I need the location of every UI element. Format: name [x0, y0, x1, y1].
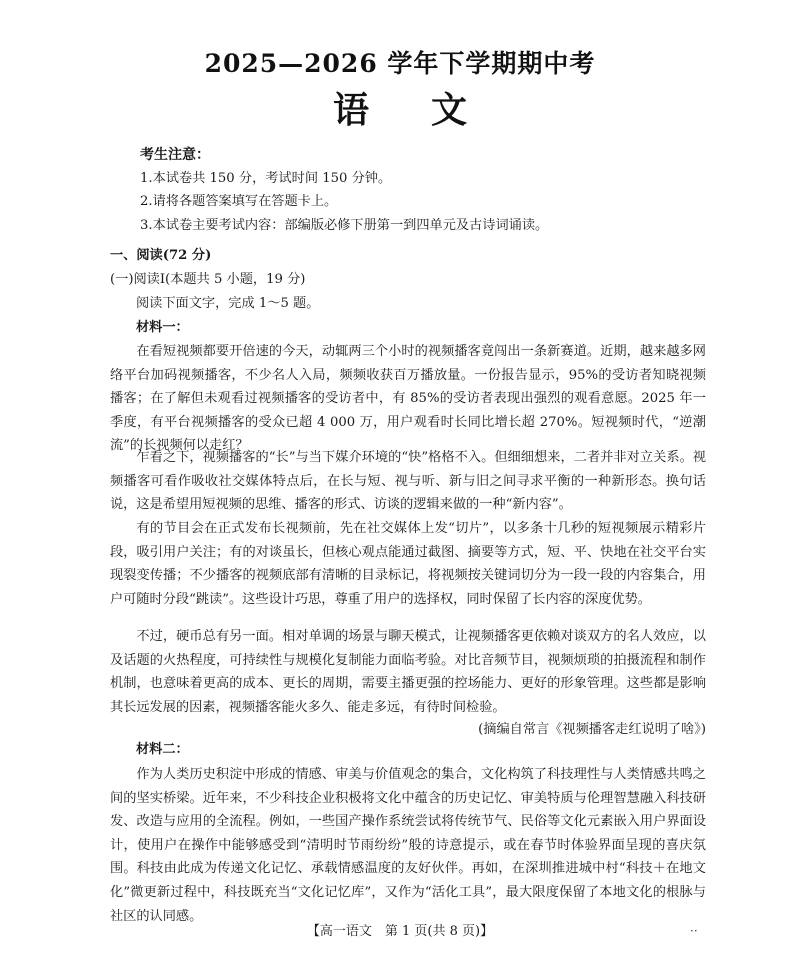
material-1-paragraph: 在看短视频都要开倍速的今天，动辄两三个小时的视频播客竟闯出一条新赛道。近期，越来越多网络平台加码视频播客，不少名人入局，频频收获百万播放量。一份报告显示，95%的受访者知晓视频播客；在了解但未观看过视频播客的受访者中，有 85%的受访者表现出强烈的观看意愿。2025 年一季度，有平台视频播客的受众已超 4 000 万，用户观看时长同比增长超 270%。短视频时代，“逆潮流”的长视频何以走红？ — [110, 344, 706, 454]
reading-instruction: 阅读下面文字，完成 1～5 题。 — [136, 296, 320, 311]
exam-title: 2025—2026 学年下学期期中考 — [204, 49, 596, 78]
notice-heading: 考生注意： — [140, 147, 210, 163]
material-1-paragraph: 有的节目会在正式发布长视频前，先在社交媒体上发“切片”，以多条十几秒的短视频展示精彩片段，吸引用户关注；有的对谈虽长，但核心观点能通过截图、摘要等方式，短、平、快地在社交平台实现裂变传播；不少播客的视频底部有清晰的目录标记，将视频按关键词切分为一段一段的内容集合，用户可随时分段“跳读”。这些设计巧思，尊重了用户的选择权，同时保留了长内容的深度优势。 — [110, 521, 706, 607]
material-2-label: 材料二： — [136, 742, 189, 757]
notice-item: 1.本试卷共 150 分，考试时间 150 分钟。 — [140, 171, 392, 187]
material-1-label: 材料一： — [136, 320, 189, 335]
footer-mark: ·· — [690, 924, 698, 938]
material-1-paragraph: 乍看之下，视频播客的“长”与当下媒介环境的“快”格格不入。但细细想来，二者并非对立关系。视频播客可看作吸收社交媒体特点后，在长与短、视与听、新与旧之间寻求平衡的一种新形态。换句话说，这是希望用短视频的思维、播客的形式、访谈的逻辑来做的一种“新内容”。 — [110, 450, 706, 513]
subject-title: 语文 — [332, 89, 529, 131]
candidate-notice — [140, 144, 740, 237]
page-footer: 【高一语文 第 1 页(共 8 页)】 — [306, 924, 494, 939]
material-1-source: (摘编自常言《视频播客走红说明了啥》) — [478, 722, 706, 737]
section-title: 一、阅读(72 分) — [110, 248, 212, 263]
material-2-paragraph: 作为人类历史积淀中形成的情感、审美与价值观念的集合，文化构筑了科技理性与人类情感共鸣之间的坚实桥梁。近年来，不少科技企业积极将文化中蕴含的历史记忆、审美特质与伦理智慧融入科技研发、改造与应用的全流程。例如，一些国产操作系统尝试将传统节气、民俗等文化元素嵌入用户界面设计，使用户在操作中能够感受到“清明时节雨纷纷”般的诗意提示，或在春节时体验界面呈现的喜庆氛围。科技由此成为传递文化记忆、承载情感温度的友好伙伴。再如，在深圳推进城中村“科技＋在地文化”微更新过程中，科技既充当“文化记忆库”，又作为“活化工具”，最大限度保留了本地文化的根脉与社区的认同感。 — [110, 767, 706, 924]
material-1-paragraph: 不过，硬币总有另一面。相对单调的场景与聊天模式，让视频播客更依赖对谈双方的名人效应，以及话题的火热程度，可持续性与规模化复制能力面临考验。对比音频节目，视频烦琐的拍摄流程和制作机制，也意味着更高的成本、更长的周期，需要主播更强的控场能力、更好的形象管理。这些都是影响其长远发展的因素，视频播客能火多久、能走多远，有待时间检验。 — [110, 629, 706, 715]
notice-item: 3.本试卷主要考试内容：部编版必修下册第一到四单元及古诗词诵读。 — [140, 217, 549, 233]
notice-item: 2.请将各题答案填写在答题卡上。 — [140, 194, 338, 210]
sub-section-title: (一)阅读Ⅰ(本题共 5 小题，19 分) — [110, 272, 306, 287]
